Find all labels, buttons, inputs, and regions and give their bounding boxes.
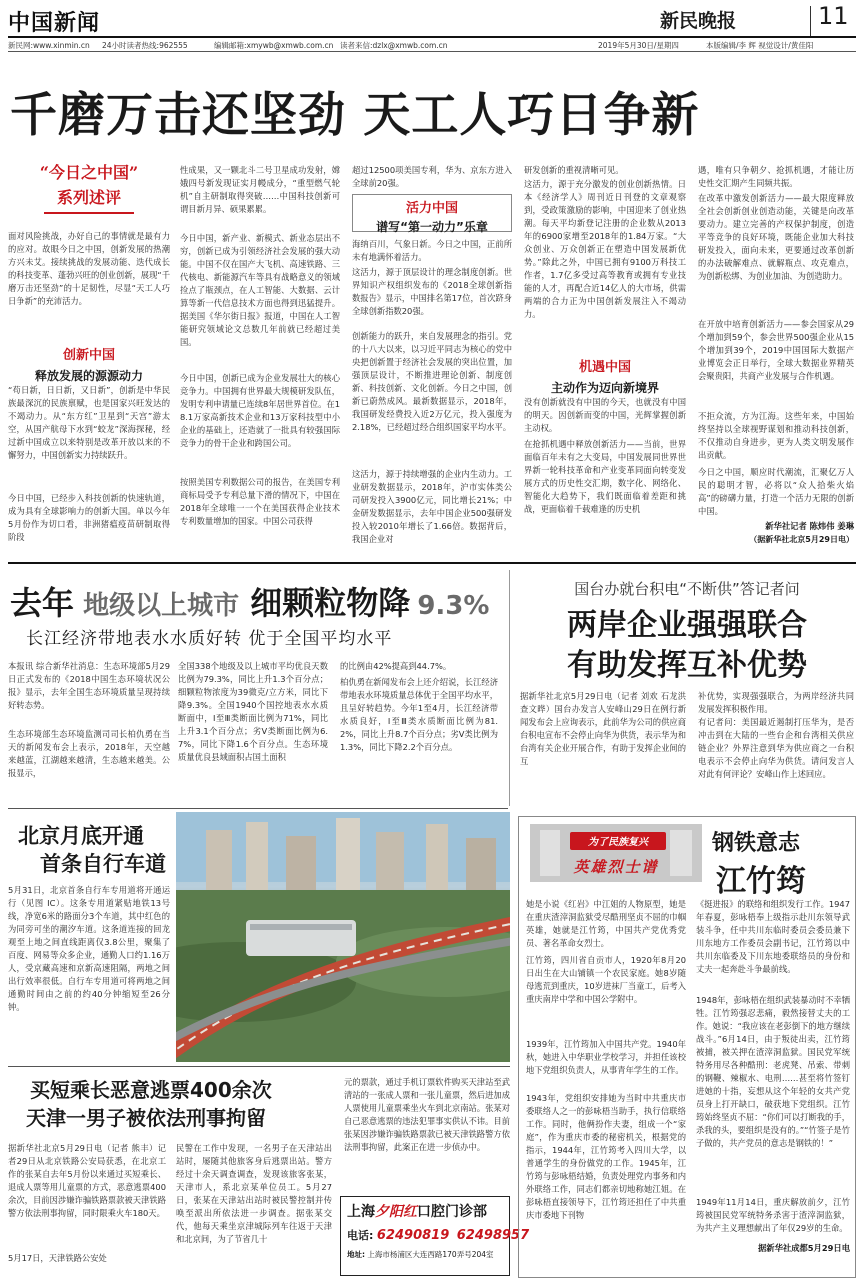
story6-col1-text2: 江竹筠，四川省自贡市人，1920年8月20日出生在大山铺镇一个农民家庭。她8岁随母逃荒到重庆，10岁进袜厂当童工，后考入重庆南岸中学和中国公学附中。 — [526, 955, 686, 1004]
story6-col1-text: 她是小说《红岩》中江姐的人物原型，她是在重庆渣滓洞监狱受尽酷刑坚贞不屈的巾帼英雄，她就是江竹筠，中国共产党优秀党员、著名革命女烈士。 — [526, 899, 686, 948]
story3-col1-text: 据新华社北京5月29日电（记者 刘欢 石龙洪 查文晔）国台办发言人安峰山29日在例行新闻发布会上应询表示，此前华为公司的供应商台积电宣布不会停止向华为供货，表示华为和台湾有关企业开展合作，有助于发挥企业间的互 — [520, 691, 686, 766]
ad-address-label: 地址: — [347, 1250, 365, 1259]
series-title-line2: 系列述评 — [56, 188, 121, 207]
clinic-ad — [340, 1196, 530, 1276]
banner-text-1: 为了民族复兴 — [588, 837, 648, 848]
lead-byline: 新华社记者 陈炜伟 姜琳 — [765, 521, 854, 531]
lead-col2-text3: 今日中国，创新已成为企业发展壮大的核心竞争力。中国拥有世界最大规模研发队伍，发明专利申请量已连续8年居世界首位。在18.1万家高新技术企业和13万家科技型中小企业的基础上，还造就了一批具有较强国际竞争力的骨干企业和跨国公司。 — [180, 373, 340, 448]
ad-brand: 夕阳红 — [375, 1204, 417, 1220]
story6-headline-2: 江竹筠 — [716, 864, 806, 899]
lead-col3-text2: 海纳百川，气象日新。今日之中国，正前所未有地满怀着活力。 — [352, 239, 512, 262]
ad-title-post: 口腔门诊部 — [417, 1204, 487, 1220]
section-title: 中国新闻 — [8, 11, 101, 36]
story6-col2-text: 《挺进报》的联络和组织发行工作。1947年春夏，彭咏梧奉上级指示赴川东领导武装斗争，任中共川东临时委员会委员兼下川东地方工作委员会副书记，江竹筠以中共川东临委及下川东地委联络员的身份和丈夫一起奔赴斗争最前线。 — [696, 899, 850, 974]
story6-col1-text4: 1943年，党组织安排她为当时中共重庆市委联络人之一的彭咏梧当助手，执行信联络工作。同时，他俩扮作夫妻，组成一个“家庭”，作为重庆市委的秘密机关，根据党的指示，1944年，江竹筠考入四川大学，以普通学生的身份做党的工作。1945年，江竹筠与彭咏梧结婚，负责处理党内事务和内外联络工作，同志们都亲切地称她江姐。在彭咏梧直接领导下，江竹筠还担任了中共重庆市委地下刊物 — [526, 1093, 686, 1220]
banner-text-2: 英雄烈士谱 — [573, 858, 659, 876]
series-badge — [14, 160, 164, 218]
vitality-box — [352, 194, 512, 232]
story2-headline-c: 细颗粒物降 — [250, 584, 411, 622]
story2-col2-text: 全国338个地级及以上城市平均优良天数比例为79.3%，同比上升1.3个百分点；细颗粒物浓度为39微克/立方米，同比下降9.3%。全国1940个国控地表水水质断面中，Ⅰ至Ⅲ类断面比例为71%，同比上升3.1个百分点；劣Ⅴ类断面比例为6.7%，同比下降1.6个百分点。生态环境质量优良县域面积占国土面积 — [178, 661, 328, 762]
story5-headline-1: 买短乘长恶意逃票400余次 — [30, 1078, 272, 1102]
lead-col1-text: 面对风险挑战，办好自己的事情就是最有力的应对。故眼今日之中国，创新发展的热潮方兴未艾。接续挑战的发展动能、迭代成长的科技变革、蓬勃兴旺的创业创新，展现“千磨万击还坚劲”的十足韧性，尽显“天工人巧日争新”的充沛活力。 — [8, 231, 170, 306]
lead-col3-text4: 创新能力的跃升，来自发展理念的指引。党的十八大以来，以习近平同志为核心的党中央把创新置于经济社会发展的突出位置，加强顶层设计，不断推进理论创新、制度创新、科技创新、文化创新。今日之中国，创新已蔚然成风。最新数据显示，2018年，我国研发经费投入近2万亿元，投入强度为2.18%，已经超过经合组织国家平均水平。 — [352, 331, 512, 432]
ad-phone-row — [347, 1227, 530, 1243]
story6-col1-text3: 1939年，江竹筠加入中国共产党。1940年秋，她进入中华职业学校学习，并担任该校地下党组织负责人，从事青年学生的工作。 — [526, 1039, 686, 1075]
story6-byline: 据新华社成都5月29日电 — [758, 1243, 850, 1253]
story4-headline-1: 北京月底开通 — [18, 824, 144, 848]
story6-col2-text3: 1949年11月14日，重庆解放前夕，江竹筠被国民党军统特务杀害于渣滓洞监狱，为共产主义理想献出了年仅29岁的生命。 — [696, 1197, 850, 1233]
ad-address-row — [347, 1249, 503, 1260]
lead-col4-text2: 这活力，源于充分激发的创业创新热情。日本《经济学人》周刊近日刊登的文章观察到，受政策激励的影响，中国迎来了创业热潮。每天平均新登记注册的企业数从2013年的6900家增至2018年的1.84万家。“大众创业、万众创新正在塑造中国发展新优势。”除此之外，中国已拥有9100万科技工作者，1.7亿多受过高等教育或拥有专业技能的人才，再配合近14亿人的大市场，供需两端的合力正为中国创新发展注入不竭动力。 — [524, 179, 686, 319]
story5-col2-text: 民警在工作中发现，一名男子在天津站出站时，屡随其他旅客身后逃票出站。警方经过十余天调查调查，发现该旅客张某，天津市人，系北京某单位员工。5月27日，张某在天津站出站时被民警控制并传唤至派出所依法进一步调查。据张某交代，他每天乘坐京津城际列车往返于天津和北京间，为了节省几十 — [176, 1143, 332, 1244]
reader-mail: 读者来信:dzlx@xmwb.com.cn — [340, 41, 448, 50]
lead-byline-source: （据新华社北京5月29日电） — [749, 535, 854, 544]
lead-col2-text4: 按照美国专利数据公司的报告，在美国专利商标局受予专利总量下滑的情况下，中国在2018年全球唯一一个在美国获得企业技术专利数量增加的国家。中国公司获得 — [180, 477, 340, 526]
ad-phone-1: 62490819 — [376, 1228, 450, 1243]
lead-col4-subhead — [524, 356, 686, 396]
editors-credit: 本版编辑/李 辉 视觉设计/黄佳阳 — [706, 41, 814, 50]
lead-col4-text: 研发创新的重视清晰可见。 — [524, 165, 624, 175]
subhead-vitality-line2: 谱写“第一动力”乐章 — [376, 220, 488, 234]
meta-rule — [8, 51, 856, 52]
lead-col1-text3: 今日中国，已经步入科技创新的快速轨道，成为具有全球影响力的创新大国。单以今年5月份作为切口看，非洲猪瘟疫苗研制取得阶段 — [8, 493, 170, 542]
lead-col3-text: 超过12500项美国专利，华为、京东方进入全球前20强。 — [352, 165, 512, 188]
story5-col1-text2: 5月17日，天津铁路公安处 — [8, 1253, 107, 1263]
story2-headline-b: 地级以上城市 — [83, 591, 240, 621]
lead-headline: 千磨万击还坚劲 天工人巧日争新 — [10, 88, 700, 143]
editor-mail: 编辑邮箱:xmywb@xmwb.com.cn — [214, 41, 334, 50]
subhead-innovation: 创新中国 — [62, 348, 115, 363]
series-underline — [44, 212, 134, 214]
ad-address: 上海市杨浦区大连西路170弄号204室 — [367, 1250, 494, 1259]
subhead-innovation-line2: 释放发展的源源动力 — [34, 369, 143, 383]
lead-col5-text3: 在开放中培育创新活力——参会国家从29个增加到59个，参会世界500强企业从15个增加到39个，2019中国国际大数据产业博览会正日举行，全球大数据业界精英会聚贵阳，共商产业发展与合作机遇。 — [698, 319, 854, 381]
header-divider — [810, 6, 811, 36]
issue-date: 2019年5月30日/星期四 — [598, 41, 679, 50]
story2-col3-text: 的比例由42%提高到44.7%。 — [340, 661, 452, 671]
ad-title — [347, 1201, 503, 1221]
story2-bottom-rule — [8, 808, 508, 809]
lead-col5-text4: 不拒众流，方为江海。这些年来，中国始终坚持以全球视野谋划和推动科技创新，不仅推动自身进步，更为人类文明发展作出贡献。 — [698, 411, 854, 460]
bike-lane-photo — [176, 812, 510, 1062]
story6-headline-1: 钢铁意志 — [712, 830, 801, 856]
story2-col3-text2: 柏仇勇在新闻发布会上还介绍说，长江经济带地表水环境质量总体优于全国平均水平，且呈好转趋势。今年1至4月，长江经济带水质良好，Ⅰ至Ⅲ类水质断面比例为81.2%，同比上升8.7个百分点；劣Ⅴ类比例为1.3%，同比下降2.2个百分点。 — [340, 677, 498, 752]
lead-col1-text2: “苟日新，日日新，又日新”，创新是中华民族最深沉的民族禀赋，也是国家兴旺发达的不竭动力。从“东方红”卫星到“天宫”游太空，从国产航母下水到“蛟龙”深海探秘，经过新中国成立以来特别是改革开放以来的不懈努力，中国创新实力持续跃升。 — [8, 385, 170, 460]
story3-headline-2: 有助发挥互补优势 — [567, 648, 807, 683]
story3-col2-text2: 有记者问：美国最近遏制打压华为，是否冲击到在大陆的一些台企和台湾相关供应链企业？外界注意到华为供应商之一台积电表示不会停止向华为供货。请问发言人对此有何评论？安峰山作上述回应。 — [698, 717, 854, 779]
hotline: 24小时读者热线:962555 — [102, 41, 188, 50]
ad-phone-label: 电话: — [347, 1229, 374, 1242]
bike-lane-illustration — [176, 812, 510, 1062]
story5-col3-text: 元的票款，通过手机订票软件购买天津站至武清站的一张成人票和一张儿童票，然后进加成人票使用儿童票乘坐火车到北京南站。张某对自己恶意逃票的违法犯罪事实供认不讳。目前张某因涉嫌诈骗铁路票款已被天津铁路警方依法刑事拘留，此案正在进一步侦办中。 — [344, 1077, 510, 1152]
story4-headline-2: 首条自行车道 — [40, 852, 166, 876]
ad-phone-2: 62498957 — [456, 1228, 530, 1243]
story2-subheadline: 长江经济带地表水水质好转 优于全国平均水平 — [26, 629, 393, 649]
story3-kicker: 国台办就台积电“不断供”答记者问 — [574, 580, 800, 598]
lead-col3-text3: 这活力，源于顶层设计的理念制度创新。世界知识产权组织发布的《2018全球创新指数报告》显示，中国排名第17位，首次跻身全球创新指数20强。 — [352, 267, 512, 316]
story4-text: 5月31日，北京首条自行车专用道将开通运行（见图 IC）。这条专用道紧贴地铁13号线，净宽6米的路面分3个车道，其中红色的为同旁可坐的潮汐车道。这条道连接的回龙观至上地之间直线距离仅3.8公里，聚集了百度、网易等众多企业，通勤人口约1.16万人，受京藏高速和京新高速阻隔，两地之间出行效率很低。自行车专用道可将两地之间通勤时间由之前的约40分钟缩短至26分钟。 — [8, 885, 170, 1012]
story3-headline-1: 两岸企业强强联合 — [567, 608, 807, 643]
subhead-opportunity-line2: 主动作为迈向新境界 — [550, 381, 659, 395]
header-rule — [8, 36, 856, 38]
lead-col5-text2: 在改革中激发创新活力——最大限度释放全社会创新创业创造动能，关键是向改革要动力。建立完善的产权保护制度，创造平等竞争的良好环境，既能企业加大科技研发投入，面向未来，更要通过改革创新的办法破解难点、就解瓶点、攻克难点，为创新松绑、为创业加油、为创造助力。 — [698, 193, 854, 281]
story5-col1-text: 据新华社北京5月29日电（记者 熊丰）记者29日从北京铁路公安局获悉，在北京工作的张某自去年5月份以来通过买短乘长、退成人票等用儿童票的方式，恶意逃票400余次，目前因涉嫌诈骗铁路票款被天津铁路警方依法刑事拘留，同时限乘火车180天。 — [8, 1143, 166, 1218]
story4-bottom-rule — [8, 1066, 510, 1067]
lead-col5-text5: 今日之中国，顺应时代潮流，汇聚亿万人民的聪明才智，必将以“众人拾柴火焰高”的磅礴力量，打造一个活力无限的创新中国。 — [698, 467, 854, 516]
lead-col1-subhead — [8, 344, 170, 384]
lead-bottom-rule — [8, 562, 856, 564]
lead-col4-text4: 在抢抓机遇中释放创新活力——当前，世界面临百年未有之大变局，中国发展同世界世界新一轮科技革命和产业变革同面向转变发展方式的历史性交汇期，数字化、网络化、智能化大趋势下，我们既面临着差距和挑战，更面临着千载难逢的历史机 — [524, 439, 686, 514]
lead-col4-text3: 没有创新就没有中国的今天，也就没有中国的明天。因创新而变的中国，光辉掌握创新主动权。 — [524, 397, 686, 433]
ad-title-pre: 上海 — [347, 1204, 375, 1220]
lead-col5-text: 遇，唯有只争朝夕、抢抓机遇，才能让历史性交汇期产生同频共振。 — [698, 165, 854, 188]
column-divider — [509, 570, 510, 806]
story3-col2-text: 补优势，实现强强联合，为两岸经济共同发展发挥积极作用。 — [698, 691, 854, 714]
lead-col2-text: 性成果，又一颗北斗二号卫星成功发射，嫦娥四号新发现证实月幔成分，“重型燃气轮机”自主研制取得突破……中国科技创新可谓目新月异、硕果累累。 — [180, 165, 340, 214]
website: 新民网:www.xinmin.cn — [8, 41, 90, 50]
story2-col1-text: 本报讯 综合新华社消息：生态环境部5月29日正式发布的《2018中国生态环境状况公报》显示，去年全国生态环境质量呈现持续好转态势。 — [8, 661, 170, 710]
story6-col2-text2: 1948年，彭咏梧在组织武装暴动时不幸牺牲。江竹筠强忍悲痛，毅然接替丈夫的工作。她说：“我应该在老彭倒下的地方继续战斗。”6月14日，由于叛徒出卖，江竹筠被捕，被关押在渣滓洞监狱。国民党军统特务用尽各种酷刑：老虎凳、吊索、带刺的钢鞭、辣椒水、电刑……甚至将竹签钉进她的十指，妄想从这个年轻的女共产党员身上打开缺口，破获地下党组织。江竹筠始终坚贞不屈：“你们可以打断我的手，杀我的头，要组织是没有的。”“竹签子是竹子做的，共产党员的意志是钢铁的！” — [696, 995, 850, 1148]
story5-headline-2: 天津一男子被依法刑事拘留 — [26, 1106, 266, 1130]
story2-headline — [10, 578, 489, 624]
lead-col3-text5: 这活力，源于持续增强的企业内生动力。工业研发数据显示，2018年，沪市实体类公司研发投入3900亿元，同比增长21%；中金研发数据显示，去年中国企业500强研发投入较2010年增长了1.66倍。数据背后，我国企业对 — [352, 469, 512, 544]
series-title-line1: “今日之中国” — [39, 163, 139, 182]
story2-headline-d: 9.3% — [417, 591, 490, 621]
lead-col2-text2: 今日中国，新产业、新模式、新业态层出不穷，创新已成为引领经济社会发展的强大动能。中国不仅在国产大飞机、高速铁路、三代核电、新能源汽车等具有战略意义的领域捡点了瓶颈点，在人工智能、大数据、云计算等新一代信息技术方面也得到迅猛提升。据美国《华尔街日报》报道，中国在人工智能研究领域论文总数几年前就已经超过美国。 — [180, 233, 340, 347]
page-number: 11 — [818, 2, 849, 30]
story2-headline-a: 去年 — [10, 584, 75, 622]
subhead-vitality: 活力中国 — [405, 201, 458, 216]
paper-logo: 新民晚报 — [660, 10, 737, 32]
story2-col1-text2: 生态环境部生态环境监测司司长柏仇勇在当天的新闻发布会上表示，2018年，天空越来越蓝，江湖越来越清，生态越来越美。公报显示， — [8, 729, 170, 778]
subhead-opportunity: 机遇中国 — [578, 360, 631, 375]
